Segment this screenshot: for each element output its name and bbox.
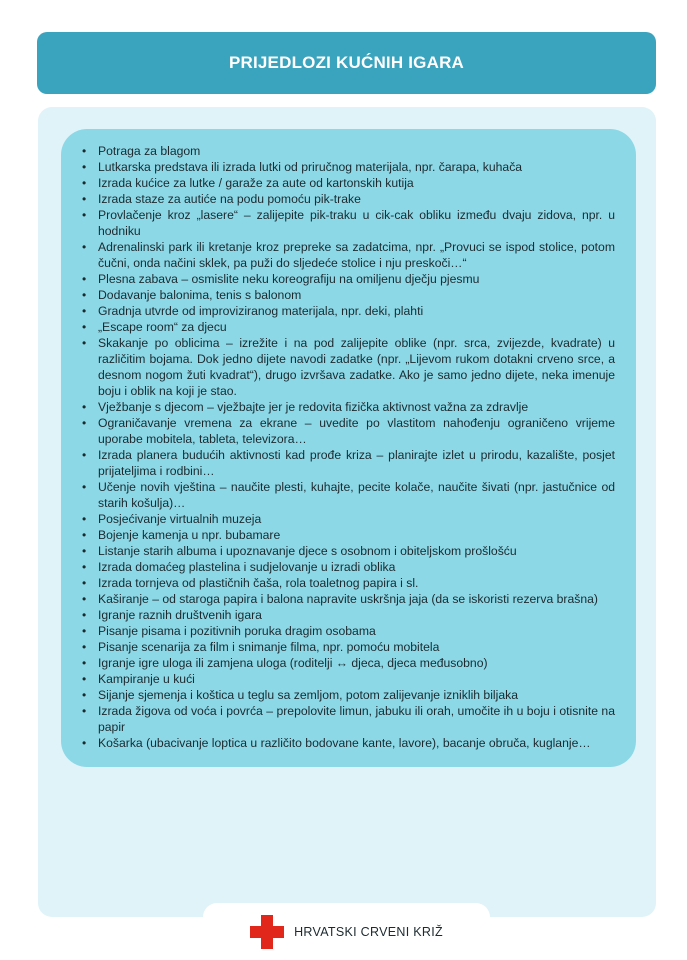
list-item	[80, 447, 615, 479]
bullet-icon: •	[82, 144, 87, 158]
bullet-icon: •	[82, 320, 87, 334]
list-item-text: Izrada kućice za lutke / garaže za aute od kartonskih kutija	[98, 176, 414, 190]
list-item	[80, 687, 615, 703]
red-cross-icon	[250, 915, 284, 949]
list-item	[80, 591, 615, 607]
list-item-text: Plesna zabava – osmislite neku koreografiju na omiljenu dječju pjesmu	[98, 272, 480, 286]
bullet-icon: •	[82, 528, 87, 542]
list-item-text: Ograničavanje vremena za ekrane – uvedite po vlastitom nahođenju ograničeno vrijeme uporabe mobitela, tableta, televizora…	[98, 416, 615, 446]
bullet-icon: •	[82, 192, 87, 206]
bullet-icon: •	[82, 592, 87, 606]
list-item	[80, 303, 615, 319]
list-item	[80, 559, 615, 575]
bullet-icon: •	[82, 608, 87, 622]
list-item	[80, 543, 615, 559]
list-item-text: Izrada domaćeg plastelina i sudjelovanje u izradi oblika	[98, 560, 396, 574]
list-item-text: Bojenje kamenja u npr. bubamare	[98, 528, 281, 542]
list-item	[80, 159, 615, 175]
list-item-text: Izrada žigova od voća i povrća – prepolovite limun, jabuku ili orah, umočite ih u boju i otisnite na papir	[98, 704, 615, 734]
bullet-icon: •	[82, 576, 87, 590]
list-item	[80, 335, 615, 399]
list-item	[80, 623, 615, 639]
bullet-icon: •	[82, 688, 87, 702]
list-item	[80, 207, 615, 239]
bullet-icon: •	[82, 176, 87, 190]
page-title: PRIJEDLOZI KUĆNIH IGARA	[37, 32, 656, 94]
list-item-text: Skakanje po oblicima – izrežite i na pod zalijepite oblike (npr. srca, zvijezde, kvadrate) u različitim bojama. Dok jedno dijete navodi zadatke (npr. „Lijevom rukom dotakni crveno srce, a desnom nogom žuti kvadrat“), drugo izvršava zadatke. Ako je samo jedno dijete, neka imenuje boju i oblik na koji je stao.	[98, 336, 615, 398]
list-item	[80, 735, 615, 751]
list-item	[80, 703, 615, 735]
list-item-text: Sijanje sjemenja i koštica u teglu sa zemljom, potom zalijevanje izniklih biljaka	[98, 688, 518, 702]
list-item	[80, 399, 615, 415]
list-item	[80, 607, 615, 623]
list-item-text: Adrenalinski park ili kretanje kroz prepreke sa zadatcima, npr. „Provuci se ispod stolice, potom čučni, onda načini sklek, pa puži do sljedeće stolice i nju preskoči…“	[98, 240, 615, 270]
list-item	[80, 271, 615, 287]
list-item	[80, 319, 615, 335]
bullet-icon: •	[82, 736, 87, 750]
list-item	[80, 175, 615, 191]
suggestions-list	[80, 143, 615, 751]
bullet-icon: •	[82, 480, 87, 494]
bullet-icon: •	[82, 448, 87, 462]
bullet-icon: •	[82, 544, 87, 558]
list-item-text: Potraga za blagom	[98, 144, 201, 158]
list-item	[80, 655, 615, 671]
bullet-icon: •	[82, 672, 87, 686]
bullet-icon: •	[82, 208, 87, 222]
bullet-icon: •	[82, 304, 87, 318]
bullet-icon: •	[82, 160, 87, 174]
list-item	[80, 527, 615, 543]
list-item	[80, 415, 615, 447]
organization-name: HRVATSKI CRVENI KRIŽ	[294, 924, 443, 939]
list-item	[80, 671, 615, 687]
bullet-icon: •	[82, 624, 87, 638]
list-item	[80, 143, 615, 159]
list-item-text: Kaširanje – od staroga papira i balona napravite uskršnja jaja (da se iskoristi rezerva brašna)	[98, 592, 598, 606]
list-item-text: Igranje raznih društvenih igara	[98, 608, 262, 622]
list-item-text: Kampiranje u kući	[98, 672, 195, 686]
list-item-text: Izrada tornjeva od plastičnih čaša, rola toaletnog papira i sl.	[98, 576, 419, 590]
bullet-icon: •	[82, 560, 87, 574]
bullet-icon: •	[82, 656, 87, 670]
list-item-text: Košarka (ubacivanje loptica u različito bodovane kante, lavore), bacanje obruča, kuglanje…	[98, 736, 591, 750]
bullet-icon: •	[82, 400, 87, 414]
list-item-text: Pisanje scenarija za film i snimanje filma, npr. pomoću mobitela	[98, 640, 440, 654]
list-item-text: Listanje starih albuma i upoznavanje djece s osobnom i obiteljskom prošlošću	[98, 544, 517, 558]
list-item	[80, 479, 615, 511]
bullet-icon: •	[82, 512, 87, 526]
bullet-icon: •	[82, 416, 87, 430]
list-item	[80, 239, 615, 271]
bullet-icon: •	[82, 240, 87, 254]
list-item-text: Lutkarska predstava ili izrada lutki od priručnog materijala, npr. čarapa, kuhača	[98, 160, 523, 174]
list-item-text: Izrada staze za autiće na podu pomoću pik-trake	[98, 192, 361, 206]
list-item	[80, 287, 615, 303]
list-item-text: „Escape room“ za djecu	[98, 320, 227, 334]
list-item	[80, 511, 615, 527]
list-item-text: Vježbanje s djecom – vježbajte jer je redovita fizička aktivnost važna za zdravlje	[98, 400, 529, 414]
list-item-text: Gradnja utvrde od improviziranog materijala, npr. deki, plahti	[98, 304, 424, 318]
footer-logo	[203, 903, 490, 960]
list-item-text: Dodavanje balonima, tenis s balonom	[98, 288, 302, 302]
list-item-text: Pisanje pisama i pozitivnih poruka dragim osobama	[98, 624, 376, 638]
list-item-text: Posjećivanje virtualnih muzeja	[98, 512, 262, 526]
list-item-text: Učenje novih vještina – naučite plesti, kuhajte, pecite kolače, naučite šivati (npr. jastučnice od starih košulja)…	[98, 480, 615, 510]
list-item-text: Izrada planera budućih aktivnosti kad prođe kriza – planirajte izlet u prirodu, kazalište, posjet prijateljima i rodbini…	[98, 448, 615, 478]
bullet-icon: •	[82, 336, 87, 350]
bullet-icon: •	[82, 704, 87, 718]
list-item-text: Provlačenje kroz „lasere“ – zalijepite pik-traku u cik-cak obliku između dvaju zidova, npr. u hodniku	[98, 208, 615, 238]
list-item	[80, 575, 615, 591]
list-item	[80, 191, 615, 207]
bullet-icon: •	[82, 640, 87, 654]
list-item	[80, 639, 615, 655]
bullet-icon: •	[82, 288, 87, 302]
bullet-icon: •	[82, 272, 87, 286]
list-item-text: Igranje igre uloga ili zamjena uloga (roditelji ↔ djeca, djeca međusobno)	[98, 656, 488, 670]
